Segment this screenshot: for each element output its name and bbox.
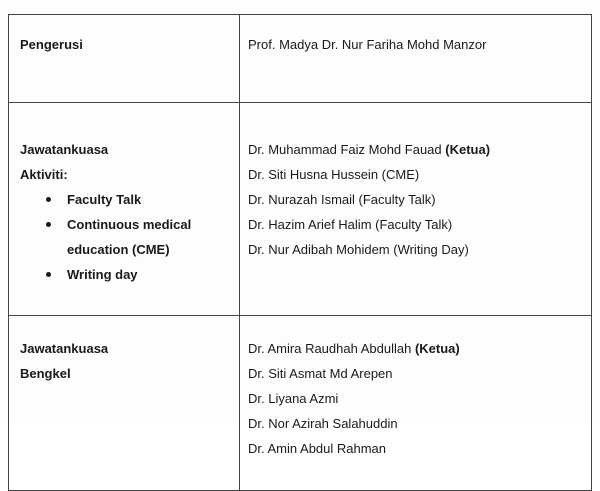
table-row [9,316,592,491]
bullet-icon [46,197,51,202]
role-label: Pengerusi [20,37,83,52]
table-row [9,15,592,103]
member-name: Dr. Muhammad Faiz Mohd Fauad [248,142,442,157]
role-cell [9,103,240,316]
member-name: Dr. Siti Asmat Md Arepen [248,366,393,381]
member-name: Dr. Liyana Azmi [248,391,339,406]
member-name: Dr. Hazim Arief Halim (Faculty Talk) [248,217,453,232]
role-label: Aktiviti: [20,167,68,182]
member-role: (Ketua) [445,142,491,157]
activity-label: Faculty Talk [67,192,142,207]
activity-item [46,262,239,287]
member-name: Dr. Siti Husna Hussein (CME) [248,167,420,182]
member-line [248,336,591,361]
member-name: Dr. Amira Raudhah Abdullah [248,341,412,356]
member-name: Dr. Amin Abdul Rahman [248,441,387,456]
activity-label: Continuous medical [67,217,192,232]
activity-label: Writing day [67,267,138,282]
role-label: Jawatankuasa [20,142,109,157]
member-name: Prof. Madya Dr. Nur Fariha Mohd Manzor [248,37,487,52]
member-line [248,137,591,162]
activity-item [46,187,239,212]
activity-item [46,212,239,262]
bullet-icon [46,272,51,277]
role-label: Bengkel [20,366,71,381]
role-cell [9,316,240,491]
bullet-icon [46,222,51,227]
role-cell [9,15,240,103]
member-name: Dr. Nurazah Ismail (Faculty Talk) [248,192,436,207]
members-cell [240,15,592,103]
members-cell [240,103,592,316]
members-cell [240,316,592,491]
member-name: Dr. Nor Azirah Salahuddin [248,416,398,431]
table-row [9,103,592,316]
member-name: Dr. Nur Adibah Mohidem (Writing Day) [248,242,469,257]
activity-label: education (CME) [67,242,170,257]
activity-list [20,187,239,287]
role-label: Jawatankuasa [20,341,109,356]
committee-table [8,14,592,491]
member-role: (Ketua) [414,341,460,356]
